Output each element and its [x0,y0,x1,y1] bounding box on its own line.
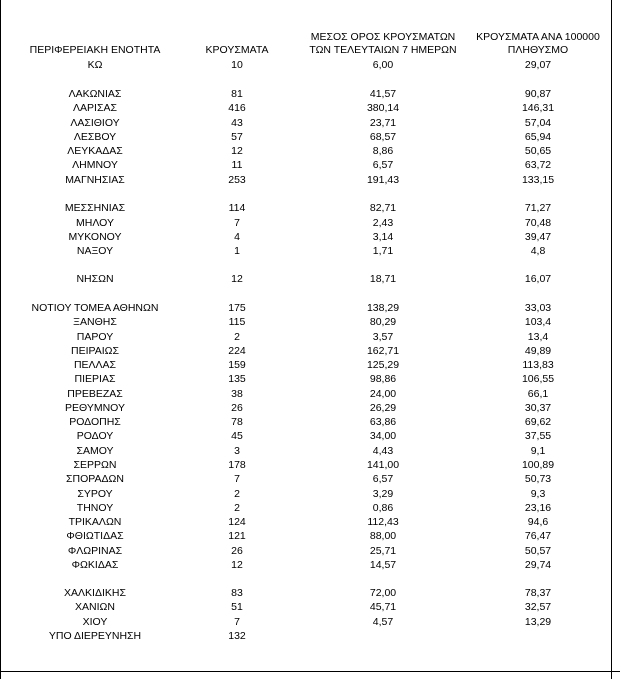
cell-cases: 45 [231,430,243,442]
cell-per100k: 76,47 [524,530,552,542]
cell-avg7: 18,71 [369,273,397,285]
cell-per100k: 13,4 [527,331,549,343]
cell-region: ΦΛΩΡΙΝΑΣ [67,545,123,557]
cell-region: ΚΩ [87,59,103,71]
cell-avg7: 68,57 [369,131,397,143]
cell-avg7: 138,29 [366,302,400,314]
cell-avg7: 98,86 [369,373,397,385]
cell-per100k: 71,27 [524,202,552,214]
cell-region: ΜΑΓΝΗΣΙΑΣ [65,174,125,186]
header-cases: ΚΡΟΥΣΜΑΤΑ [205,44,269,56]
cell-per100k: 50,57 [524,545,552,557]
cell-cases: 81 [231,88,243,100]
cell-per100k: 13,29 [524,616,552,628]
cell-region: ΛΕΥΚΑΔΑΣ [67,145,123,157]
cell-avg7: 141,00 [366,459,400,471]
cell-avg7: 80,29 [369,316,397,328]
cell-avg7: 0,86 [372,502,394,514]
cell-avg7: 14,57 [369,559,397,571]
cell-per100k: 50,65 [524,145,552,157]
cell-region: ΠΕΙΡΑΙΩΣ [71,345,119,357]
cell-cases: 12 [231,559,243,571]
cell-region: ΣΠΟΡΑΔΩΝ [66,473,124,485]
cell-region: ΞΑΝΘΗΣ [73,316,117,328]
cell-per100k: 69,62 [524,416,552,428]
left-border [0,0,1,679]
cell-region: ΝΗΣΩΝ [76,273,114,285]
cell-avg7: 4,43 [372,445,394,457]
cell-cases: 124 [228,516,246,528]
cell-avg7: 6,57 [372,473,394,485]
cell-per100k: 9,3 [530,488,546,500]
cell-cases: 2 [234,502,240,514]
cell-cases: 159 [228,359,246,371]
cell-region: ΡΟΔΟΥ [76,430,114,442]
cell-per100k: 39,47 [524,231,552,243]
cell-region: ΜΗΛΟΥ [76,217,114,229]
cell-avg7: 2,43 [372,217,394,229]
cell-cases: 11 [231,159,243,171]
cell-cases: 7 [234,473,240,485]
cell-per100k: 65,94 [524,131,552,143]
cell-per100k: 63,72 [524,159,552,171]
cell-per100k: 29,07 [524,59,552,71]
cell-region: ΣΕΡΡΩΝ [73,459,117,471]
cell-avg7: 380,14 [366,102,400,114]
cell-avg7: 34,00 [369,430,397,442]
cell-per100k: 4,8 [530,245,546,257]
cell-per100k: 32,57 [524,601,552,613]
cell-region: ΝΟΤΙΟΥ ΤΟΜΕΑ ΑΘΗΝΩΝ [31,302,159,314]
cell-per100k: 113,83 [522,359,554,371]
cell-region: ΛΑΚΩΝΙΑΣ [68,88,122,100]
cell-cases: 57 [231,131,243,143]
cell-cases: 26 [231,545,243,557]
cell-region: ΣΑΜΟΥ [76,445,114,457]
cell-per100k: 106,55 [521,373,555,385]
cell-avg7: 3,29 [372,488,394,500]
cell-avg7: 25,71 [369,545,397,557]
cell-cases: 7 [234,217,240,229]
cell-avg7: 8,86 [372,145,394,157]
cell-avg7: 41,57 [369,88,397,100]
cell-region: ΠΙΕΡΙΑΣ [74,373,116,385]
cell-avg7: 88,00 [369,530,397,542]
cell-cases: 2 [234,488,240,500]
cell-per100k: 23,16 [524,502,552,514]
cell-cases: 26 [231,402,243,414]
cell-per100k: 37,55 [524,430,552,442]
cell-region: ΜΕΣΣΗΝΙΑΣ [64,202,126,214]
cell-region: ΠΑΡΟΥ [76,331,114,343]
cell-region: ΦΩΚΙΔΑΣ [71,559,119,571]
cell-avg7: 63,86 [369,416,397,428]
header-avg7-line2: ΤΩΝ ΤΕΛΕΥΤΑΙΩΝ 7 ΗΜΕΡΩΝ [309,44,457,56]
cell-cases: 253 [228,174,246,186]
cell-per100k: 78,37 [524,587,552,599]
cell-cases: 12 [231,273,243,285]
cell-cases: 43 [231,117,243,129]
cell-region: ΣΥΡΟΥ [77,488,113,500]
cell-per100k: 90,87 [524,88,552,100]
cell-region: ΛΕΣΒΟΥ [73,131,117,143]
cell-avg7: 6,00 [372,59,394,71]
cell-region: ΝΑΞΟΥ [76,245,114,257]
cell-cases: 115 [228,316,246,328]
cell-per100k: 29,74 [524,559,552,571]
cell-cases: 114 [228,202,246,214]
cell-cases: 7 [234,616,240,628]
cell-per100k: 103,4 [524,316,552,328]
cell-per100k: 16,07 [524,273,552,285]
cell-cases: 175 [228,302,246,314]
cell-region: ΤΗΝΟΥ [76,502,114,514]
cell-region: ΠΡΕΒΕΖΑΣ [67,388,123,400]
cell-cases: 224 [228,345,246,357]
cell-avg7: 3,14 [372,231,394,243]
cell-cases: 83 [231,587,243,599]
cell-per100k: 133,15 [521,174,555,186]
cell-cases: 1 [234,245,240,257]
cell-cases: 121 [228,530,246,542]
cell-cases: 2 [234,331,240,343]
cell-cases: 38 [231,388,243,400]
header-avg7-line1: ΜΕΣΟΣ ΟΡΟΣ ΚΡΟΥΣΜΑΤΩΝ [310,31,456,43]
cell-per100k: 57,04 [524,117,552,129]
cell-per100k: 70,48 [524,217,552,229]
cell-per100k: 9,1 [530,445,546,457]
cell-avg7: 3,57 [372,331,394,343]
cell-avg7: 23,71 [369,117,397,129]
cell-cases: 12 [231,145,243,157]
cell-cases: 10 [231,59,243,71]
cell-avg7: 82,71 [369,202,397,214]
header-per100k-line2: ΠΛΗΘΥΣΜΟ [507,44,569,56]
cell-cases: 135 [228,373,246,385]
cell-cases: 132 [228,630,246,642]
cell-region: ΧΑΛΚΙΔΙΚΗΣ [64,587,126,599]
cell-per100k: 50,73 [524,473,552,485]
cell-per100k: 146,31 [521,102,555,114]
cell-region: ΜΥΚΟΝΟΥ [68,231,122,243]
cell-avg7: 162,71 [366,345,400,357]
cell-region: ΧΙΟΥ [82,616,108,628]
cell-avg7: 125,29 [366,359,400,371]
cell-per100k: 49,89 [524,345,552,357]
cell-region: ΠΕΛΛΑΣ [73,359,117,371]
cell-cases: 4 [234,231,240,243]
cell-avg7: 72,00 [369,587,397,599]
header-per100k-line1: ΚΡΟΥΣΜΑΤΑ ΑΝΑ 100000 [476,31,600,43]
cell-avg7: 4,57 [372,616,394,628]
cell-per100k: 100,89 [521,459,555,471]
cell-region: ΦΘΙΩΤΙΔΑΣ [66,530,124,542]
cell-avg7: 26,29 [369,402,397,414]
cell-region: ΡΕΘΥΜΝΟΥ [64,402,125,414]
cell-avg7: 191,43 [366,174,400,186]
cell-region: ΛΑΡΙΣΑΣ [73,102,117,114]
cell-per100k: 33,03 [524,302,552,314]
bottom-border [0,671,620,672]
cell-cases: 78 [231,416,243,428]
cell-region: ΧΑΝΙΩΝ [75,601,115,613]
cell-avg7: 24,00 [369,388,397,400]
cell-avg7: 112,43 [367,516,399,528]
cell-cases: 416 [228,102,246,114]
cell-cases: 178 [228,459,246,471]
cell-per100k: 30,37 [524,402,552,414]
cell-avg7: 6,57 [372,159,394,171]
cell-avg7: 1,71 [372,245,394,257]
cell-avg7: 45,71 [369,601,397,613]
cell-region: ΛΑΣΙΘΙΟΥ [70,117,120,129]
cell-per100k: 66,1 [527,388,549,400]
cell-cases: 51 [231,601,243,613]
cell-region: ΤΡΙΚΑΛΩΝ [68,516,122,528]
cell-cases: 3 [234,445,240,457]
cell-region: ΡΟΔΟΠΗΣ [69,416,121,428]
header-region: ΠΕΡΙΦΕΡΕΙΑΚΗ ΕΝΟΤΗΤΑ [29,44,161,56]
cell-region: ΥΠΟ ΔΙΕΡΕΥΝΗΣΗ [48,630,142,642]
cell-per100k: 94,6 [527,516,549,528]
cell-region: ΛΗΜΝΟΥ [72,159,118,171]
